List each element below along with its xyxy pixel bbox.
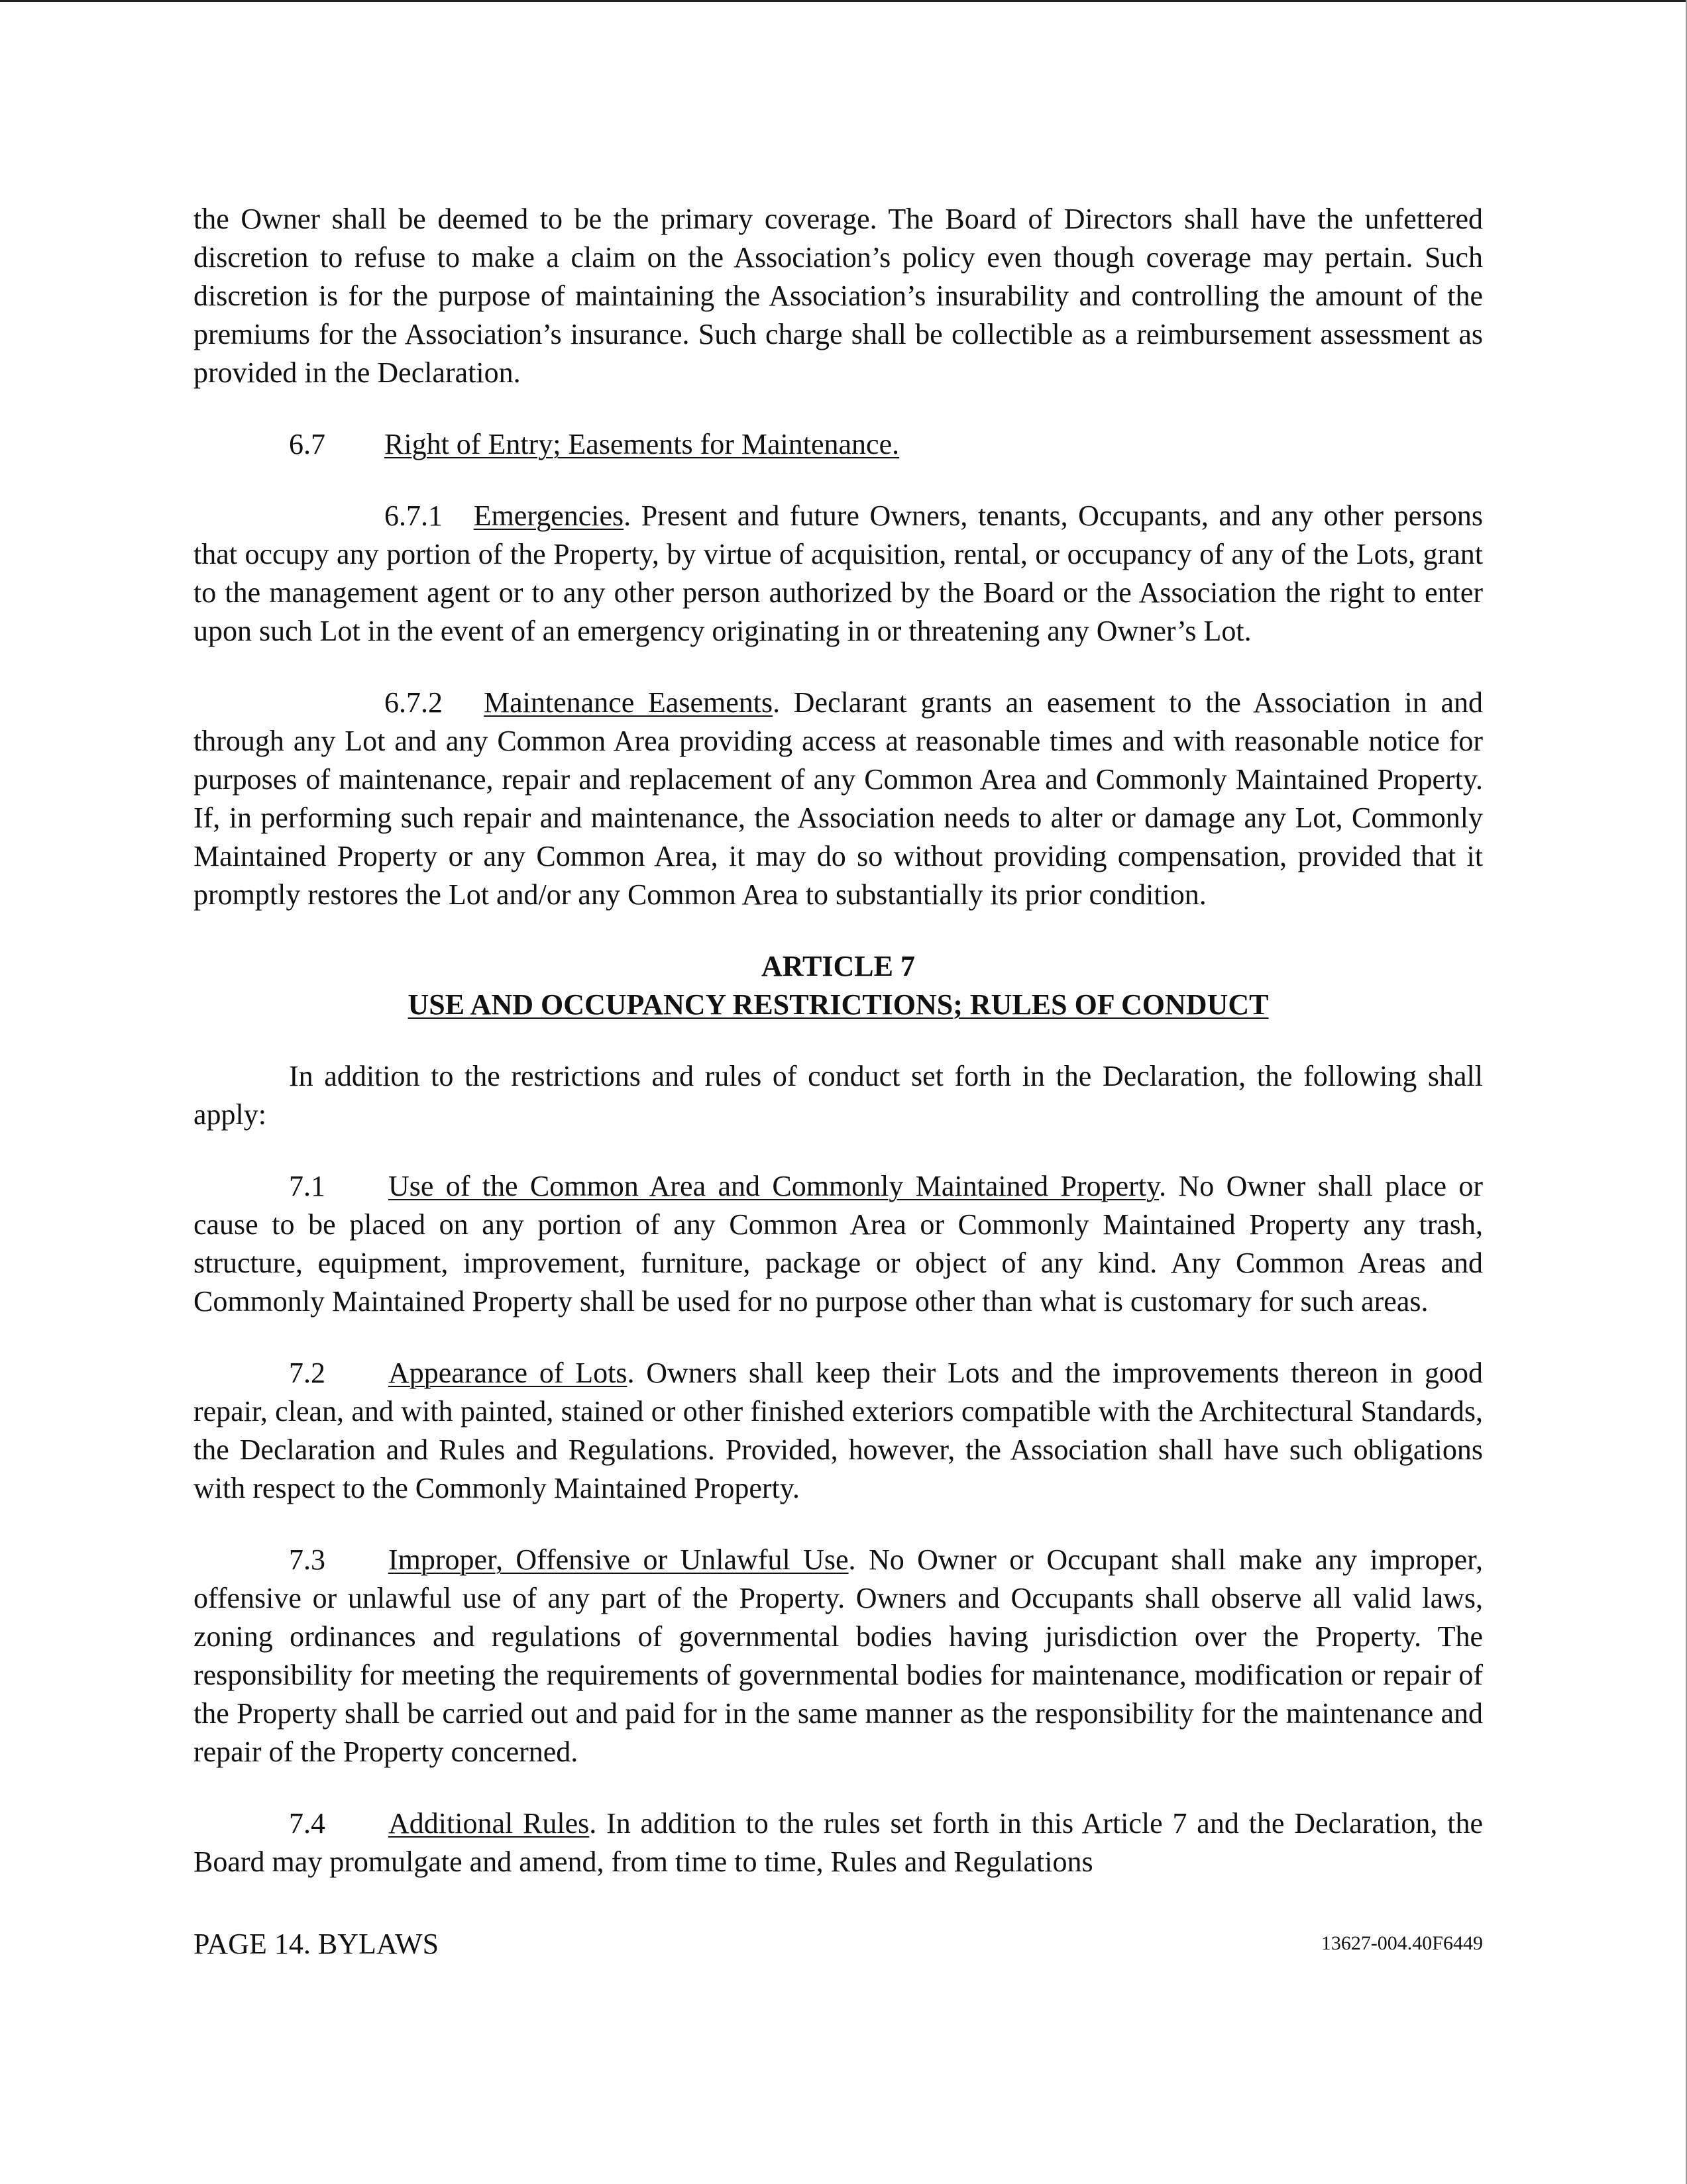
section-title: Maintenance Easements [484,686,773,719]
item-number: 7.3 [289,1543,325,1576]
section-number: 6.7.2 [384,686,443,719]
item-number: 7.1 [289,1170,325,1202]
section-6-7-1: 6.7.1 Emergencies. Present and future Owners, tenants, Occupants, and any other persons that occupy any portion of the Property, by virtue of acquisition, rental, or occupancy of any of the Lots, grant to the management agent or to any other person authorized by the Board or the Association the right to enter upon such Lot in the event of an emergency originating in or threatening any Owner’s Lot. [193,499,1483,647]
section-title: Right of Entry; Easements for Maintenance. [384,428,900,460]
item-7-2: 7.2 Appearance of Lots. Owners shall keep their Lots and the improvements thereon in good repair, clean, and with painted, stained or other finished exteriors compatible with the Architectural Standards, the Declaration and Rules and Regulations. Provided, however, the Association shall have such obligations with respect to the Commonly Maintained Property. [193,1354,1483,1508]
article-number: ARTICLE 7 [761,950,915,982]
item-body: No Owner shall place or cause to be placed on any portion of any Common Area or Commonly Maintained Property any trash, structure, equipment, improvement, furniture, package or object of any kind. Any Common Areas and Commonly Maintained Property shall be used for no purpose other than what is customary for such areas. [193,1170,1484,1318]
section-number: 6.7 [289,428,325,460]
item-7-4: 7.4 Additional Rules. In addition to the rules set forth in this Article 7 and the Declaration, the Board may promulgate and amend, from time to time, Rules and Regulations [193,1804,1483,1881]
document-body [193,200,1483,1881]
item-body: Owners shall keep their Lots and the improvements thereon in good repair, clean, and with painted, stained or other finished exteriors compatible with the Architectural Standards, the Declaration and Rules and Regulations. Provided, however, the Association shall have such obligations with respect to the Commonly Maintained Property. [193,1357,1484,1504]
item-body: No Owner or Occupant shall make any improper, offensive or unlawful use of any part of the Property. Owners and Occupants shall observe all valid laws, zoning ordinances and regulations of governmental bodies having jurisdiction over the Property. The responsibility for meeting the requirements of governmental bodies for maintenance, modification or repair of the Property shall be carried out and paid for in the same manner as the responsibility for the maintenance and repair of the Property concerned. [193,1543,1484,1768]
carryover-paragraph: the Owner shall be deemed to be the primary coverage. The Board of Directors shall have the unfettered discretion to refuse to make a claim on the Association’s policy even though coverage may pertain. Such discretion is for the purpose of maintaining the Association’s insurability and controlling the amount of the premiums for the Association’s insurance. Such charge shall be collectible as a reimbursement assessment as provided in the Declaration. [193,203,1483,389]
scan-edge-top [0,0,1687,2]
item-title: Additional Rules [388,1807,590,1840]
section-number: 6.7.1 [384,499,443,532]
article-intro: In addition to the restrictions and rules of conduct set forth in the Declaration, the following shall apply: [193,1060,1483,1131]
item-number: 7.4 [289,1807,325,1840]
section-6-7-2: 6.7.2 Maintenance Easements. Declarant grants an easement to the Association in and through any Lot and any Common Area providing access at reasonable times and with reasonable notice for purposes of maintenance, repair and replacement of any Common Area and Commonly Maintained Property. If, in performing such repair and maintenance, the Association needs to alter or damage any Lot, Commonly Maintained Property or any Common Area, it may do so without providing compensation, provided that it promptly restores the Lot and/or any Common Area to substantially its prior condition. [193,686,1483,911]
item-7-1: 7.1 Use of the Common Area and Commonly Maintained Property. No Owner shall place or cause to be placed on any portion of any Common Area or Commonly Maintained Property any trash, structure, equipment, improvement, furniture, package or object of any kind. Any Common Areas and Commonly Maintained Property shall be used for no purpose other than what is customary for such areas. [193,1167,1483,1321]
page-footer-label: PAGE 14. BYLAWS [193,1928,439,1960]
section-title: Emergencies [473,499,624,532]
item-title: Use of the Common Area and Commonly Maintained Property [388,1170,1160,1202]
article-heading [193,947,1483,1024]
section-6-7 [193,425,1483,464]
item-number: 7.2 [289,1357,325,1389]
section-body: Present and future Owners, tenants, Occupants, and any other persons that occupy any portion of the Property, by virtue of acquisition, rental, or occupancy of any of the Lots, grant to the management agent or to any other person authorized by the Board or the Association the right to enter upon such Lot in the event of an emergency originating in or threatening any Owner’s Lot. [193,499,1483,647]
item-title: Improper, Offensive or Unlawful Use [388,1543,849,1576]
item-body: In addition to the rules set forth in this Article 7 and the Declaration, the Board may promulgate and amend, from time to time, Rules and Regulations [193,1807,1483,1878]
article-title: USE AND OCCUPANCY RESTRICTIONS; RULES OF CONDUCT [408,988,1269,1021]
item-title: Appearance of Lots [388,1357,627,1389]
item-7-3: 7.3 Improper, Offensive or Unlawful Use. No Owner or Occupant shall make any improper, offensive or unlawful use of any part of the Property. Owners and Occupants shall observe all valid laws, zoning ordinances and regulations of governmental bodies having jurisdiction over the Property. The responsibility for meeting the requirements of governmental bodies for maintenance, modification or repair of the Property shall be carried out and paid for in the same manner as the responsibility for the maintenance and repair of the Property concerned. [193,1541,1483,1771]
section-body: Declarant grants an easement to the Association in and through any Lot and any Common Area providing access at reasonable times and with reasonable notice for purposes of maintenance, repair and replacement of any Common Area and Commonly Maintained Property. If, in performing such repair and maintenance, the Association needs to alter or damage any Lot, Commonly Maintained Property or any Common Area, it may do so without providing compensation, provided that it promptly restores the Lot and/or any Common Area to substantially its prior condition. [193,686,1483,911]
document-id: 13627-004.40F6449 [1321,1932,1483,1954]
